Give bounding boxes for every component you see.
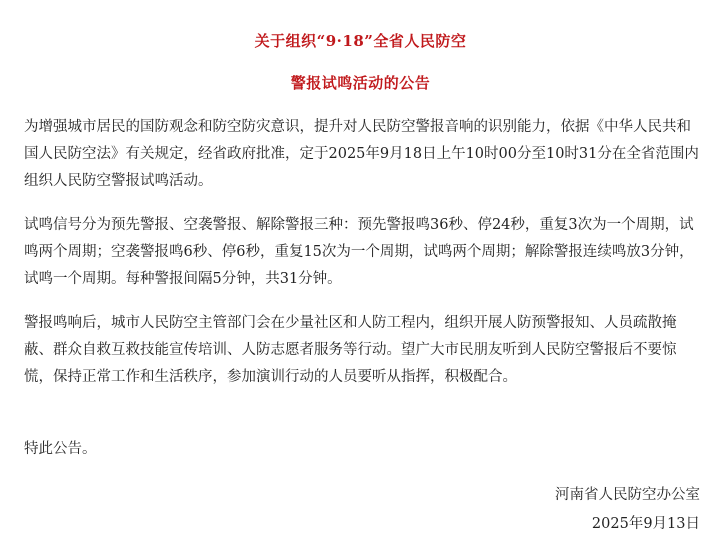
paragraph-actions: 警报鸣响后，城市人民防空主管部门会在少量社区和人防工程内，组织开展人防预警报知、人员疏散掩蔽、群众自救互救技能宣传培训、人防志愿者服务等行动。望广大市民朋友听到人民防空警报后不要惊慌，保持正常工作和生活秩序，参加演训行动的人员要听从指挥，积极配合。 [24, 315, 677, 385]
signature-organization: 河南省人民防空办公室 [555, 487, 700, 503]
notice-title-line-1: 关于组织“9·18”全省人民防空 [254, 32, 467, 50]
signature-date: 2025年9月13日 [591, 516, 700, 532]
paragraph-closing: 特此公告。 [24, 441, 97, 457]
paragraph-signals: 试鸣信号分为预先警报、空袭警报、解除警报三种：预先警报鸣36秒、停24秒，重复3次为一个周期，试鸣两个周期；空袭警报鸣6秒、停6秒，重复15次为一个周期，试鸣两个周期；解除警报连续鸣放3分钟，试鸣一个周期。每种警报间隔5分钟，共31分钟。 [24, 217, 694, 287]
notice-title-line-2: 警报试鸣活动的公告 [290, 74, 431, 92]
paragraph-purpose: 为增强城市居民的国防观念和防空防灾意识，提升对人民防空警报音响的识别能力，依据《中华人民共和国人民防空法》有关规定，经省政府批准，定于2025年9月18日上午10时00分至10时31分在全省范围内组织人民防空警报试鸣活动。 [24, 119, 699, 189]
